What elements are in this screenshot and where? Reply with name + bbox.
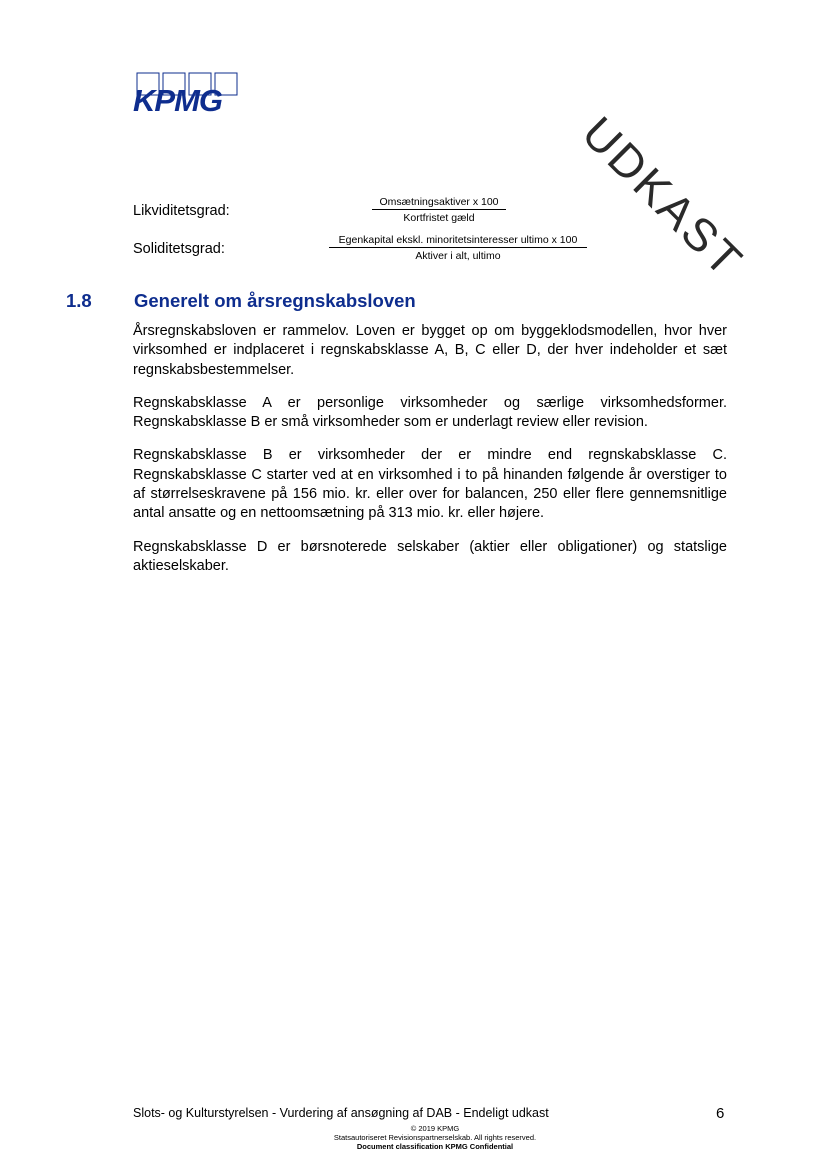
formula-numerator: Omsætningsaktiver x 100: [372, 195, 506, 210]
formula-solvency: [133, 233, 733, 267]
formula-fraction: [372, 195, 506, 225]
footer-copyright: © 2019 KPMG: [410, 1124, 460, 1133]
paragraph: Årsregnskabsloven er rammelov. Loven er bygget op om byggeklodsmodellen, hvor hver virksomhed er indplaceret i regnskabsklasse A, B, C eller D, der hver indeholder et sæt regnskabsbestemmelser.: [133, 323, 727, 378]
section-body: [133, 322, 727, 590]
paragraph: Regnskabsklasse B er virksomheder der er mindre end regnskabsklasse C. Regnskabsklasse C starter ved at en virksomhed i to på hinanden følgende år overstiger to af størrelseskravene på 156 mio. kr. eller over for balancen, 250 eller flere gennemsnitlige antal ansatte og en nettoomsætning på 313 mio. kr. eller højere.: [133, 447, 727, 522]
footer-title: Slots- og Kulturstyrelsen - Vurdering af ansøgning af DAB - Endeligt udkast: [133, 1106, 549, 1120]
paragraph: Regnskabsklasse A er personlige virksomheder og særlige virksomhedsformer. Regnskabsklasse B er små virksomheder som er underlagt review eller revision.: [133, 394, 727, 431]
page-number: 6: [716, 1105, 725, 1122]
paragraph: Regnskabsklasse D er børsnoterede selskaber (aktier eller obligationer) og statslige aktieselskaber.: [133, 538, 727, 574]
section-title: Generelt om årsregnskabsloven: [134, 290, 416, 311]
footer-company: Statsautoriseret Revisionspartnerselskab. All rights reserved.: [333, 1133, 537, 1142]
draft-watermark: UDKAST: [572, 106, 754, 288]
formula-label: Soliditetsgrad:: [133, 241, 225, 257]
formula-numerator: Egenkapital ekskl. minoritetsinteresser ultimo x 100: [329, 233, 587, 248]
formula-fraction: [329, 233, 587, 263]
formula-denominator: Kortfristet gæld: [403, 212, 475, 224]
formula-denominator: Aktiver i alt, ultimo: [415, 250, 501, 262]
logo-wordmark: KPMG: [133, 83, 222, 118]
section-number: 1.8: [66, 290, 92, 311]
kpmg-logo: [133, 72, 241, 118]
formula-label: Likviditetsgrad:: [133, 203, 230, 219]
footer-classification: Document classification KPMG Confidential: [356, 1142, 514, 1151]
formula-liquidity: [133, 195, 733, 229]
